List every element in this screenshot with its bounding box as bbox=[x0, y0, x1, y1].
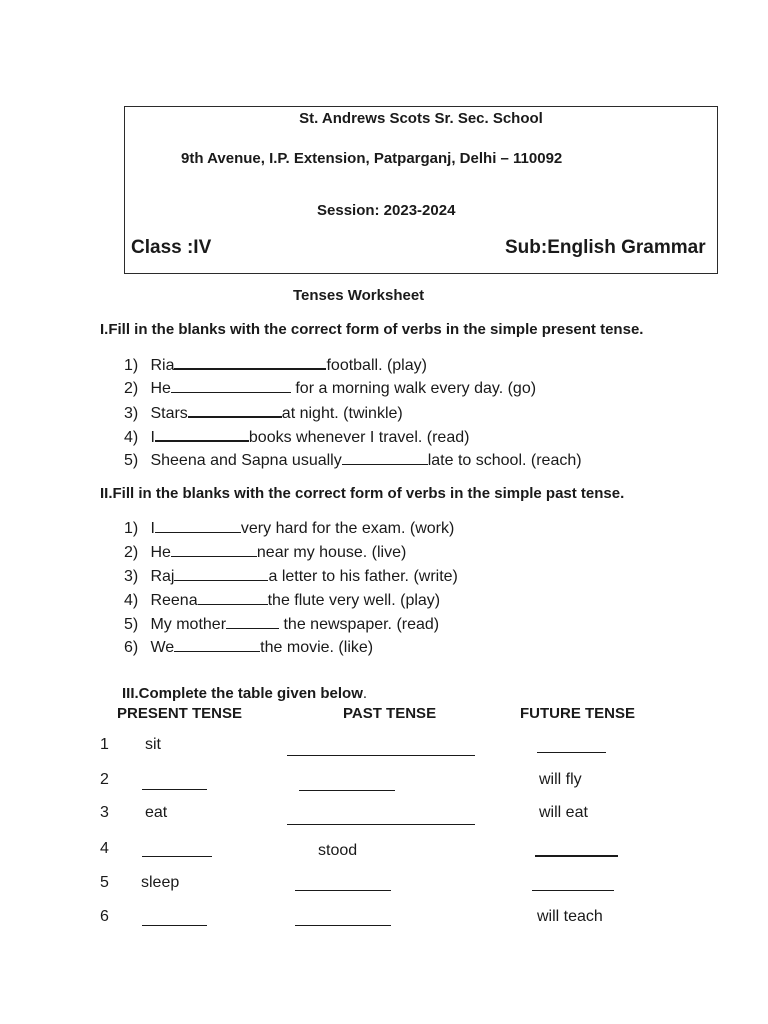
row-number: 5 bbox=[100, 874, 109, 891]
list-item: 5) My mother the newspaper. (read) bbox=[124, 616, 440, 633]
present-cell: eat bbox=[145, 804, 168, 821]
future-cell: will eat bbox=[539, 804, 588, 821]
answer-blank[interactable] bbox=[174, 354, 326, 370]
section3-heading: III.Complete the table given below. bbox=[122, 685, 368, 702]
answer-blank[interactable] bbox=[155, 518, 241, 533]
row-number: 2 bbox=[100, 771, 109, 788]
past-blank[interactable] bbox=[295, 890, 391, 891]
answer-blank[interactable] bbox=[342, 450, 428, 465]
list-item: 1) Ria football. (play) bbox=[124, 354, 427, 375]
row-number: 6 bbox=[100, 908, 109, 925]
answer-blank[interactable] bbox=[198, 590, 268, 605]
past-blank[interactable] bbox=[295, 925, 391, 926]
future-blank[interactable] bbox=[532, 890, 614, 891]
past-blank[interactable] bbox=[287, 824, 475, 825]
subject-label: Sub:English Grammar bbox=[505, 237, 706, 258]
list-item: 4) Reena the flute very well. (play) bbox=[124, 592, 441, 609]
list-item: 3) Raj a letter to his father. (write) bbox=[124, 568, 458, 585]
list-item: 6) We the movie. (like) bbox=[124, 639, 374, 656]
list-item: 5) Sheena and Sapna usually late to school. (reach) bbox=[124, 452, 582, 469]
present-cell: sit bbox=[145, 736, 161, 753]
answer-blank[interactable] bbox=[226, 614, 279, 629]
row-number: 3 bbox=[100, 804, 109, 821]
answer-blank[interactable] bbox=[174, 637, 260, 652]
section1-heading: I.Fill in the blanks with the correct form of verbs in the simple present tense. bbox=[100, 321, 644, 338]
future-blank[interactable] bbox=[537, 752, 606, 753]
list-item: 2) He for a morning walk every day. (go) bbox=[124, 380, 537, 397]
list-item: 2) He near my house. (live) bbox=[124, 544, 407, 561]
column-header-past: PAST TENSE bbox=[343, 705, 437, 722]
future-blank[interactable] bbox=[535, 855, 618, 857]
section2-heading: II.Fill in the blanks with the correct form of verbs in the simple past tense. bbox=[100, 485, 625, 502]
school-name: St. Andrews Scots Sr. Sec. School bbox=[299, 110, 543, 127]
answer-blank[interactable] bbox=[174, 566, 268, 581]
session-label: Session: 2023-2024 bbox=[317, 202, 456, 219]
list-item: 3) Stars at night. (twinkle) bbox=[124, 402, 403, 423]
present-blank[interactable] bbox=[142, 789, 207, 790]
present-blank[interactable] bbox=[142, 925, 207, 926]
school-header-box bbox=[124, 106, 718, 274]
worksheet-title: Tenses Worksheet bbox=[293, 287, 425, 304]
school-address: 9th Avenue, I.P. Extension, Patparganj, Delhi – 110092 bbox=[181, 150, 563, 167]
future-cell: will teach bbox=[537, 908, 603, 925]
column-header-present: PRESENT TENSE bbox=[117, 705, 243, 722]
past-blank[interactable] bbox=[299, 790, 395, 791]
column-header-future: FUTURE TENSE bbox=[520, 705, 636, 722]
class-label: Class :IV bbox=[131, 237, 212, 258]
answer-blank[interactable] bbox=[171, 378, 291, 393]
answer-blank[interactable] bbox=[155, 426, 249, 442]
future-cell: will fly bbox=[539, 771, 582, 788]
answer-blank[interactable] bbox=[188, 402, 282, 418]
row-number: 4 bbox=[100, 840, 109, 857]
list-item: 4) I books whenever I travel. (read) bbox=[124, 426, 469, 447]
row-number: 1 bbox=[100, 736, 109, 753]
answer-blank[interactable] bbox=[171, 542, 257, 557]
past-cell: stood bbox=[318, 842, 358, 859]
list-item: 1) I very hard for the exam. (work) bbox=[124, 520, 455, 537]
present-blank[interactable] bbox=[142, 856, 212, 857]
past-blank[interactable] bbox=[287, 755, 475, 756]
present-cell: sleep bbox=[141, 874, 180, 891]
